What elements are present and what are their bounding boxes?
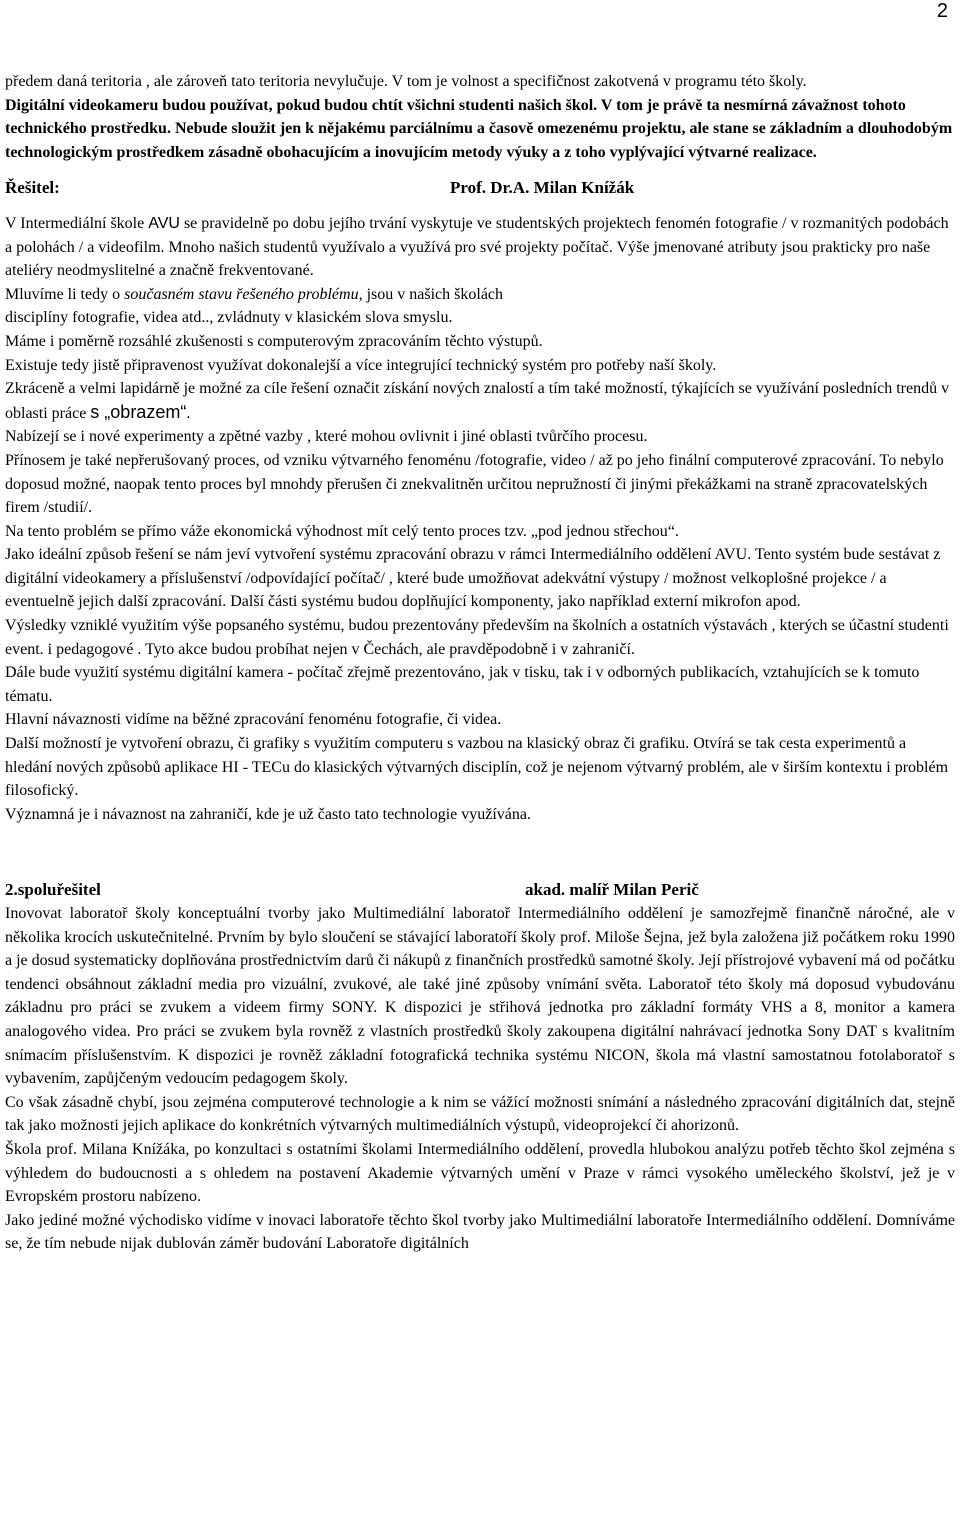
spoluresitel-label: 2.spoluřešitel [5, 880, 101, 900]
body-paragraph [5, 283, 955, 307]
body-paragraph: Výsledky vzniklé využitím výše popsaného systému, budou prezentovány především na školních a ostatních výstavách , kterých se účastní studenti event. i pedagogové . Tyto akce budou probíhat nejen v Čechách, ale pravděpodobně i v zahraničí. [5, 617, 949, 658]
text-span: jsou v našich školách [362, 285, 504, 303]
intro-paragraph: předem daná teritoria , ale zároveň tato teritoria nevylučuje. V tom je volnost a specifičnost zakotvená v programu této školy. [5, 73, 807, 90]
body-paragraph: Další možností je vytvoření obrazu, či grafiky s využitím computeru s vazbou na klasický obraz či grafiku. Otvírá se tak cesta experimentů a hledání nových způsobů aplikace HI - TECu do klasických výtvarných disciplín, což je nejenom výtvarný problém, ale v širším kontextu i problém filosofický. [5, 735, 949, 800]
text-span: Mluvíme li tedy o [5, 285, 125, 303]
resitel-line [5, 176, 955, 200]
body-paragraph: Dále bude využití systému digitální kamera - počítač zřejmě prezentováno, jak v tisku, tak i v odborných publikacích, vztahujících se k tomuto tématu. [5, 664, 920, 705]
resitel-label: Řešitel: [5, 178, 60, 198]
spacer [5, 200, 955, 212]
body-paragraph [5, 212, 955, 283]
text-span: se pravidelně po dobu jejího trvání vyskytuje ve studentských projektech fenomén fotografie / v rozmanitých podobách a polohách / a videofilm. Mnoho našich studentů využívalo a využívá pro své projekty počítač. Výše jmenované atributy jsou prakticky pro naše ateliéry neodmyslitelné a značně frekventované. [5, 214, 949, 280]
body-paragraph: Co však zásadně chybí, jsou zejména computerové technologie a k nim se vážící možnosti snímání a následného zpracování digitálních dat, stejně tak jako možnosti jejich aplikace do konkrétních výtvarných multimediálních výstupů, videoprojekcí či ahorizonů. [5, 1093, 955, 1135]
avu-abbrev: AVU [148, 214, 180, 232]
body-paragraph: Škola prof. Milana Knížáka, po konzultaci s ostatními školami Intermediálního oddělení, provedla hlubokou analýzu potřeb těchto škol zejména s výhledem do budoucnosti a s ohledem na postavení Akademie výtvarných umění v Praze v rámci vysokého uměleckého školství, jež je v Evropském prostoru nabízeno. [5, 1140, 955, 1206]
body-paragraph: Jako ideální způsob řešení se nám jeví vytvoření systému zpracování obrazu v rámci Intermediálního oddělení AVU. Tento systém bude sestávat z digitální videokamery a příslušenství /odpovídající počítač/ , které bude umožňovat adekvátní výstupy / možnost velkoplošné projekce / a eventuelně jejich další zpracování. Další části systému budou doplňující komponenty, jako například externí mikrofon apod. [5, 546, 941, 611]
spoluresitel-line [5, 878, 955, 902]
text-span: V Intermediální škole [5, 214, 149, 232]
intro-bold-paragraph: Digitální videokameru budou používat, pokud budou chtít všichni studenti našich škol. V tom je právě ta nesmírná závažnost tohoto technického prostředku. Nebude sloužit jen k nějakému parciálnímu a časově omezenému projektu, ale stane se základním a dlouhodobým technologickým prostředkem zásadně obohacujícím a inovujícím metody výuky a z toho vyplývající výtvarné realizace. [5, 96, 953, 161]
body-paragraph: Máme i poměrně rozsáhlé zkušenosti s computerovým zpracováním těchto výstupů. [5, 332, 543, 350]
body-paragraph: Hlavní návaznosti vidíme na běžné zpracování fenoménu fotografie, či videa. [5, 711, 502, 729]
body-paragraph: Přínosem je také nepřerušovaný proces, od vzniku výtvarného fenoménu /fotografie, video / až po jeho finální computerové zpracování. To nebylo doposud možné, naopak tento proces byl mnohdy přerušen či znekvalitněn určitou nepružností či jinými překážkami na straně zpracovatelských firem /studií/. [5, 451, 944, 517]
text-span: . [186, 404, 191, 422]
spacer [5, 826, 955, 878]
body-paragraph: Existuje tedy jistě připravenost využívat dokonalejší a více integrující technický systém pro potřeby naší školy. [5, 356, 717, 374]
body-paragraph: Na tento problém se přímo váže ekonomická výhodnost mít celý tento proces tzv. „pod jednou střechou“. [5, 522, 679, 540]
body-paragraph: Nabízejí se i nové experimenty a zpětné vazby , které mohou ovlivnit i jiné oblasti tvůrčího procesu. [5, 428, 648, 446]
body-paragraph: Jako jediné možné východisko vidíme v inovaci laboratoře těchto škol tvorby jako Multimediální laboratoře Intermediálního oddělení. Domníváme se, že tím nebude nijak dublován záměr budování Laboratoře digitálních [5, 1211, 955, 1253]
body-paragraph: disciplíny fotografie, videa atd.., zvládnuty v klasickém slova smyslu. [5, 309, 453, 327]
page-number: 2 [936, 0, 948, 22]
italic-phrase: současném stavu řešeného problému, [124, 285, 363, 303]
obrazem-phrase: s „obrazem“ [90, 401, 187, 422]
text-span: Zkráceně a velmi lapidárně je možné za cíle řešení označit získání nových znalostí a tím také možností, týkajících se využívání posledních trendů v oblasti práce [5, 380, 950, 422]
body-paragraph [5, 377, 955, 425]
document-body [5, 70, 955, 1256]
resitel-name: Prof. Dr.A. Milan Knížák [450, 178, 635, 198]
spacer [5, 164, 955, 176]
body-paragraph: Inovovat laboratoř školy konceptuální tvorby jako Multimediální laboratoř Intermediálního oddělení je samozřejmě finančně náročné, ale v několika krocích uskutečnitelné. Prvním by bylo sloučení se stávající laboratoří školy prof. Miloše Šejna, jež byla založena již počátkem roku 1990 a je dosud systematicky doplňována prostřednictvím darů či nákupů z finančních prostředků samotné školy. Její přístrojové vybavení má od počátku tendenci obsáhnout základní media pro vizuální, zvukové, ale také jiné způsoby vnímání světa. Laboratoř této školy má doposud vybudovánu základnu pro práci se zvukem a videem firmy SONY. K dispozici je střihová jednotka pro základní formáty VHS a 8, monitor a kamera analogového videa. Pro práci se zvukem byla rovněž z vlastních prostředků školy zakoupena digitální nahrávací jednotka Sony DAT s kvalitním snímacím příslušenstvím. K dispozici je rovněž základní fotografická technika systému NICON, škola má vlastní samostatnou fotolaboratoř s vybavením, zapůjčeným vedoucím pedagogem školy. [5, 905, 955, 1088]
body-paragraph: Významná je i návaznost na zahraničí, kde je už často tato technologie využívána. [5, 805, 532, 823]
spoluresitel-name: akad. malíř Milan Perič [525, 880, 699, 900]
